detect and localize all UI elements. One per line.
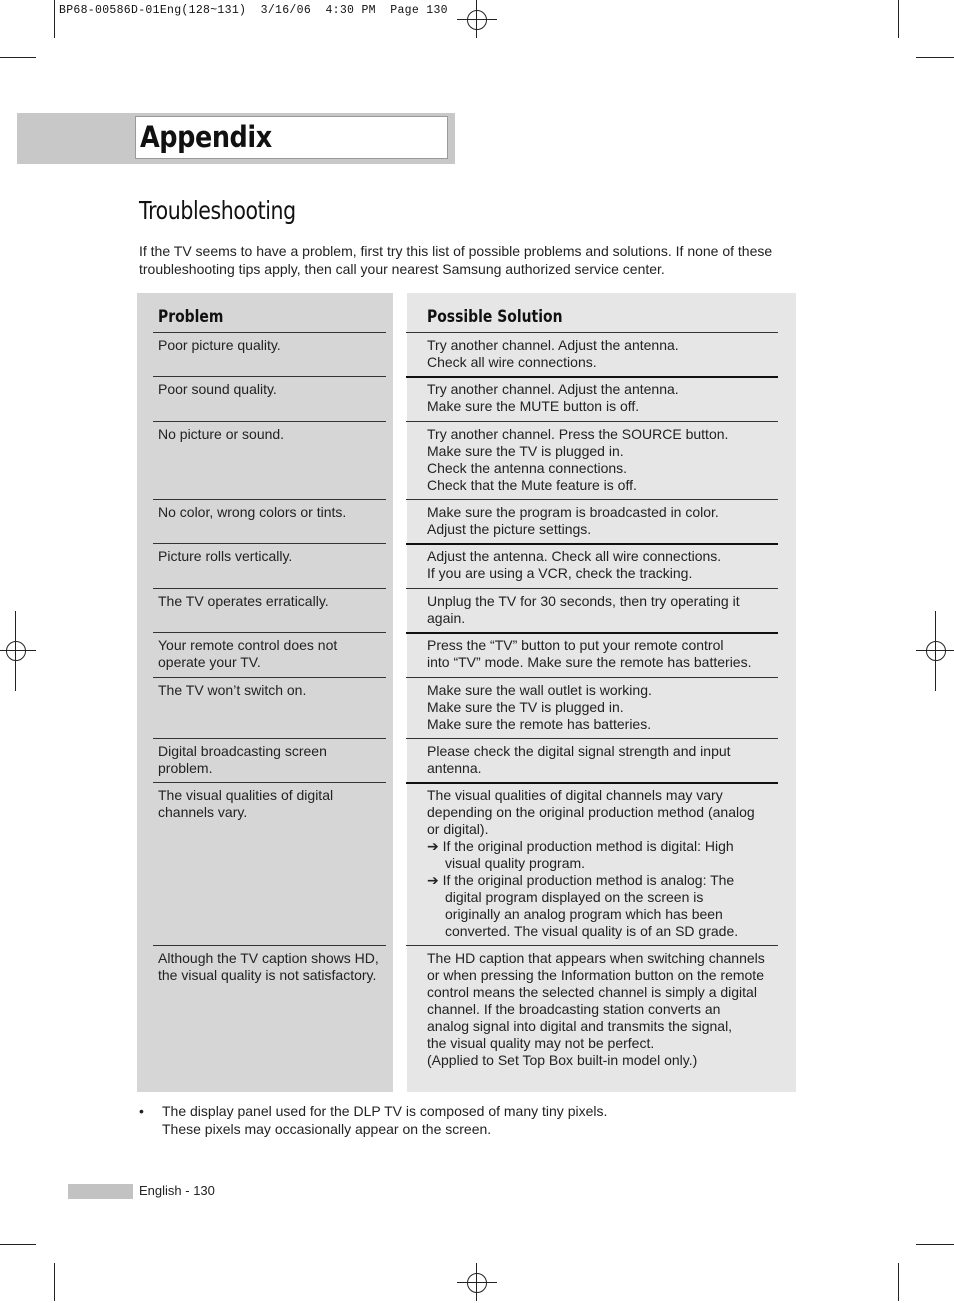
problem-cell (158, 637, 390, 671)
solution-line: depending on the original production method (analog (427, 804, 755, 820)
solution-line: Check the antenna connections. (427, 460, 628, 476)
header-solution: Possible Solution (427, 307, 563, 327)
solution-cell (427, 743, 783, 777)
registration-mark (457, 0, 497, 40)
row-divider (406, 499, 778, 500)
solution-line: converted. The visual quality is of an SD grade. (445, 923, 739, 939)
solution-line: digital program displayed on the screen is (445, 889, 704, 905)
header-problem: Problem (158, 307, 224, 327)
solution-line: Unplug the TV for 30 seconds, then try operating it (427, 593, 740, 609)
solution-line: analog signal into digital and transmits the signal, (427, 1018, 733, 1034)
solution-line: into “TV” mode. Make sure the remote has batteries. (427, 654, 752, 670)
solution-cell (427, 637, 783, 671)
row-divider (406, 543, 778, 545)
problem-line: Although the TV caption shows HD, (158, 950, 379, 966)
note-line: The display panel used for the DLP TV is composed of many tiny pixels. (162, 1103, 608, 1119)
crop-mark (54, 1263, 55, 1301)
problem-line: Your remote control does not (158, 637, 338, 653)
problem-cell (158, 593, 390, 610)
row-divider (406, 376, 778, 378)
solution-line: Try another channel. Adjust the antenna. (427, 337, 679, 353)
solution-line: Make sure the program is broadcasted in color. (427, 504, 719, 520)
row-divider (153, 945, 386, 946)
solution-line: Adjust the antenna. Check all wire connections. (427, 548, 722, 564)
solution-line: Press the “TV” button to put your remote control (427, 637, 724, 653)
appendix-title: Appendix (140, 120, 272, 154)
solution-line: Make sure the remote has batteries. (427, 716, 652, 732)
appendix-title-box (135, 116, 448, 159)
solution-line: Try another channel. Adjust the antenna. (427, 381, 679, 397)
problem-cell (158, 381, 390, 398)
crop-mark (898, 1263, 899, 1301)
problem-line: No picture or sound. (158, 426, 285, 442)
footer-bar (68, 1184, 133, 1199)
problem-cell (158, 787, 390, 821)
row-divider (406, 632, 778, 634)
solution-cell (427, 787, 783, 940)
row-divider (406, 945, 778, 946)
solution-cell (427, 593, 783, 627)
row-divider (153, 782, 386, 783)
solution-cell (427, 381, 783, 415)
solution-cell (427, 426, 783, 494)
row-divider (406, 332, 778, 333)
solution-line: control means the selected channel is simply a digital (427, 984, 757, 1000)
crop-mark (0, 1244, 36, 1245)
crop-mark (898, 0, 899, 38)
crop-mark (54, 0, 55, 38)
appendix-header-bar (17, 113, 455, 164)
solution-line: again. (427, 610, 466, 626)
row-divider (153, 499, 386, 500)
problem-line: channels vary. (158, 804, 248, 820)
solution-line: Check all wire connections. (427, 354, 597, 370)
print-slug: BP68-00586D-01Eng(128~131) 3/16/06 4:30 PM Page 130 (59, 4, 448, 17)
solution-cell (427, 504, 783, 538)
solution-line: originally an analog program which has been (445, 906, 723, 922)
row-divider (153, 632, 386, 633)
problem-cell (158, 548, 390, 565)
solution-line: visual quality program. (445, 855, 586, 871)
solution-line: Please check the digital signal strength and input (427, 743, 731, 759)
problem-line: The visual qualities of digital (158, 787, 334, 803)
problem-cell (158, 426, 390, 443)
solution-line: ➔ If the original production method is analog: The (427, 872, 735, 888)
note-line: These pixels may occasionally appear on the screen. (162, 1121, 492, 1137)
solution-line: the visual quality may not be perfect. (427, 1035, 655, 1051)
row-divider (406, 782, 778, 784)
problem-line: the visual quality is not satisfactory. (158, 967, 377, 983)
solution-line: Adjust the picture settings. (427, 521, 592, 537)
page-number: English - 130 (139, 1183, 215, 1198)
problem-line: problem. (158, 760, 213, 776)
solution-line: or digital). (427, 821, 489, 837)
intro-paragraph: If the TV seems to have a problem, first try this list of possible problems and solutions. If none of these troubleshooting tips apply, then call your nearest Samsung authorized service center. (139, 243, 773, 277)
problem-line: The TV operates erratically. (158, 593, 329, 609)
problem-line: Picture rolls vertically. (158, 548, 293, 564)
solution-line: The visual qualities of digital channels may vary (427, 787, 723, 803)
row-divider (406, 677, 778, 678)
problem-cell (158, 337, 390, 354)
solution-line: If you are using a VCR, check the tracking. (427, 565, 693, 581)
row-divider (406, 738, 778, 739)
row-divider (153, 738, 386, 739)
row-divider (153, 332, 386, 333)
solution-line: or when pressing the Information button on the remote (427, 967, 764, 983)
note-text (162, 1102, 607, 1138)
solution-line: antenna. (427, 760, 482, 776)
row-divider (153, 677, 386, 678)
registration-mark (914, 631, 954, 671)
solution-line: The HD caption that appears when switching channels (427, 950, 765, 966)
crop-mark (0, 57, 36, 58)
row-divider (153, 421, 386, 422)
solution-line: Make sure the wall outlet is working. (427, 682, 652, 698)
solution-line: Make sure the TV is plugged in. (427, 443, 624, 459)
row-divider (153, 376, 386, 377)
problem-line: The TV won’t switch on. (158, 682, 307, 698)
solution-line: Make sure the TV is plugged in. (427, 699, 624, 715)
problem-cell (158, 504, 390, 521)
solution-line: (Applied to Set Top Box built-in model only.) (427, 1052, 698, 1068)
solution-cell (427, 337, 783, 371)
crop-mark (916, 1244, 954, 1245)
bullet: • (139, 1103, 144, 1119)
problem-cell (158, 743, 390, 777)
crop-mark (916, 57, 954, 58)
problem-line: Poor sound quality. (158, 381, 277, 397)
row-divider (153, 588, 386, 589)
solution-cell (427, 682, 783, 733)
row-divider (406, 421, 778, 422)
registration-mark (0, 631, 40, 671)
solution-line: Check that the Mute feature is off. (427, 477, 637, 493)
problem-line: Digital broadcasting screen (158, 743, 327, 759)
registration-mark (457, 1263, 497, 1303)
row-divider (406, 588, 778, 589)
solution-line: channel. If the broadcasting station converts an (427, 1001, 721, 1017)
problem-line: operate your TV. (158, 654, 261, 670)
solution-cell (427, 950, 783, 1069)
solution-cell (427, 548, 783, 582)
problem-cell (158, 682, 390, 699)
solution-line: Try another channel. Press the SOURCE button. (427, 426, 729, 442)
row-divider (153, 543, 386, 544)
section-title: Troubleshooting (139, 196, 296, 225)
problem-line: No color, wrong colors or tints. (158, 504, 347, 520)
problem-line: Poor picture quality. (158, 337, 281, 353)
problem-cell (158, 950, 390, 984)
solution-line: Make sure the MUTE button is off. (427, 398, 640, 414)
solution-line: ➔ If the original production method is digital: High (427, 838, 734, 854)
